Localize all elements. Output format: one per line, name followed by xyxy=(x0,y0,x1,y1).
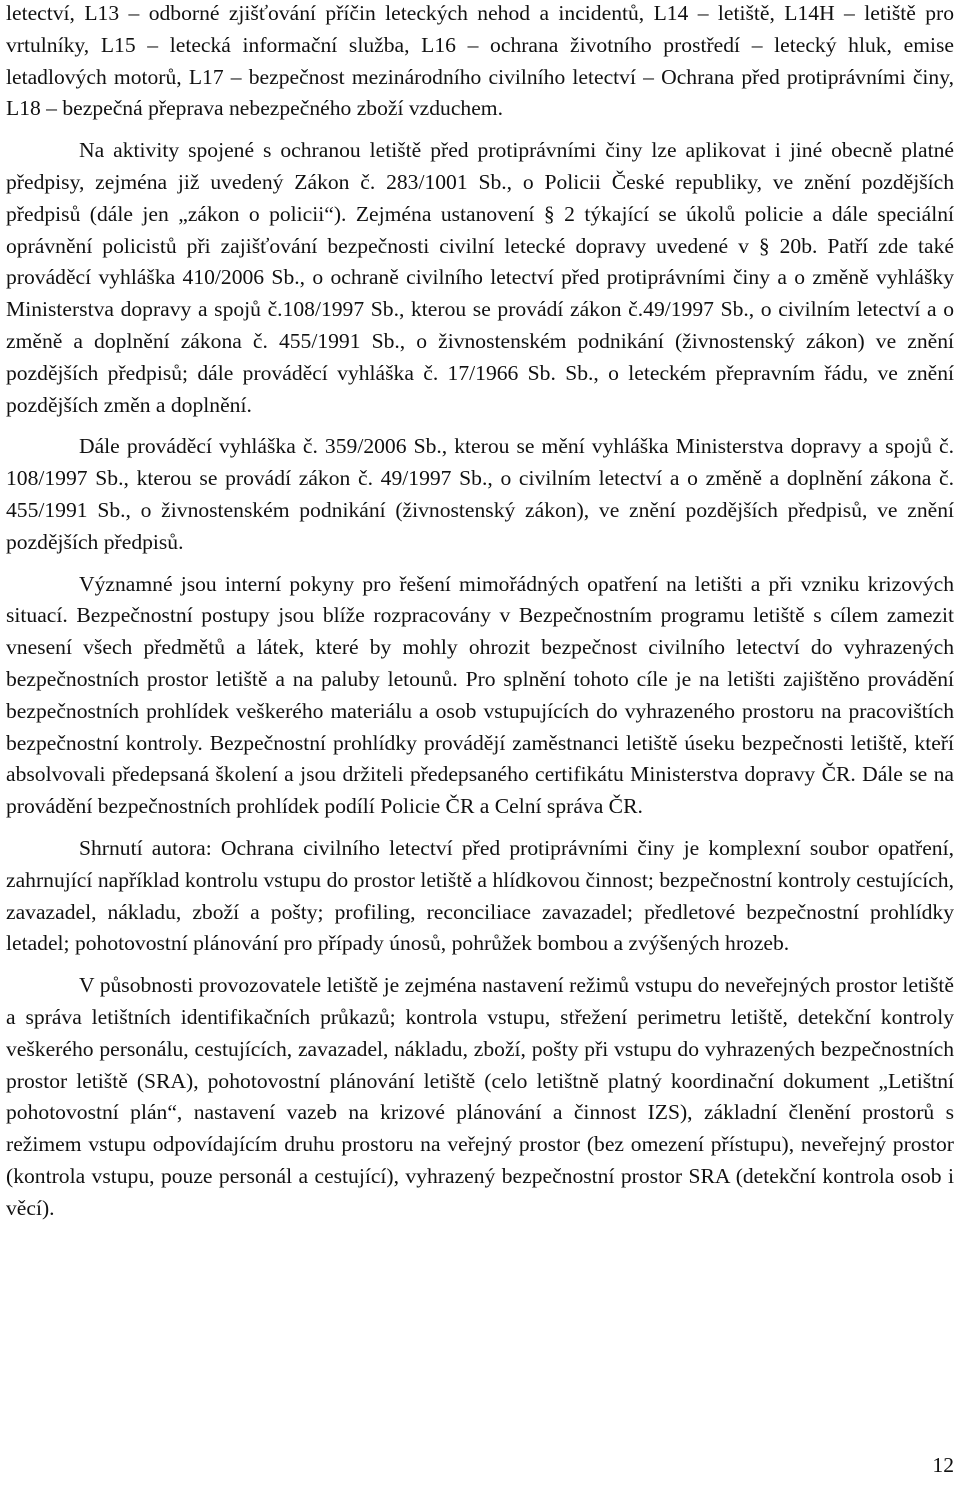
document-page xyxy=(6,0,954,1488)
paragraph-continuation: letectví, L13 – odborné zjišťování příčin leteckých nehod a incidentů, L14 – letiště, L14H – letiště pro vrtulníky, L15 – letecká informační služba, L16 – ochrana životního prostředí – letecký hluk, emise letadlových motorů, L17 – bezpečnost mezinárodního civilního letectví – Ochrana před protiprávními činy, L18 – bezpečná přeprava nebezpečného zboží vzduchem. xyxy=(6,1,954,121)
paragraph-internal-instructions: Významné jsou interní pokyny pro řešení mimořádných opatření na letišti a při vzniku krizových situací. Bezpečnostní postupy jsou blíže rozpracovány v Bezpečnostním programu letiště s cílem zamezit vnesení všech předmětů a látek, které by mohly ohrozit bezpečnost civilního letectví do vyhrazených bezpečnostních prostor letiště a na paluby letounů. Pro splnění tohoto cíle je na letišti zajištěno provádění bezpečnostních prohlídek veškerého materiálu a osob vstupujících do vyhrazeného prostoru na pracovištích bezpečnostní kontroly. Bezpečnostní prohlídky provádějí zaměstnanci letiště úseku bezpečnosti letiště, kteří absolvovali předepsaná školení a jsou držiteli předepsaného certifikátu Ministerstva dopravy ČR. Dále se na provádění bezpečnostních prohlídek podílí Policie ČR a Celní správa ČR. xyxy=(6,571,954,819)
paragraph-author-summary: Shrnutí autora: Ochrana civilního letectví před protiprávními činy je komplexní soubor opatření, zahrnující například kontrolu vstupu do prostor letiště a hlídkovou činnost; bezpečnostní kontroly cestujících, zavazadel, nákladu, zboží a pošty; profiling, reconciliace zavazadel; předletové bezpečnostní prohlídky letadel; pohotovostní plánování pro případy únosů, pohrůžek bombou a zvýšených hrozeb. xyxy=(6,835,954,956)
document-body xyxy=(6,0,954,1224)
paragraph-implementing-decree: Dále prováděcí vyhláška č. 359/2006 Sb., kterou se mění vyhláška Ministerstva dopravy a spojů č. 108/1997 Sb., kterou se provádí zákon č. 49/1997 Sb., o civilním letectví a o změně a doplnění zákona č. 455/1991 Sb., o živnostenském podnikání (živnostenský zákon), ve znění pozdějších předpisů, ve znění pozdějších předpisů. xyxy=(6,434,954,554)
paragraph-related-regulations: Na aktivity spojené s ochranou letiště před protiprávními činy lze aplikovat i jiné obecně platné předpisy, zejména již uvedený Zákon č. 283/1001 Sb., o Policii České republiky, ve znění pozdějších předpisů (dále jen „zákon o policii“). Zejména ustanovení § 2 týkající se úkolů policie a dále speciální oprávnění policistů při zajišťování bezpečnosti civilní letecké dopravy uvedené v § 20b. Patří zde také prováděcí vyhláška 410/2006 Sb., o ochraně civilního letectví před protiprávními činy a o změně vyhlášky Ministerstva dopravy a spojů č.108/1997 Sb., kterou se provádí zákon č.49/1997 Sb., o civilním letectví a o změně a doplnění zákona č. 455/1991 Sb., o živnostenském podnikání (živnostenský zákon) ve znění pozdějších předpisů; dále prováděcí vyhláška č. 17/1966 Sb. Sb., o leteckém přepravním řádu, ve znění pozdějších změn a doplnění. xyxy=(6,138,954,417)
paragraph-operator-responsibilities: V působnosti provozovatele letiště je zejména nastavení režimů vstupu do neveřejných prostor letiště a správa letištních identifikačních průkazů; kontrola vstupu, střežení perimetru letiště, detekční kontroly veškerého personálu, cestujících, zavazadel, nákladu, zboží, pošty při vstupu do vyhrazených bezpečnostních prostor letiště (SRA), pohotovostní plánování letiště (celo letištně platný koordinační dokument „Letištní pohotovostní plán“, nastavení vazeb na krizové plánování a činnost IZS), základní členění prostorů s režimem vstupu odpovídajícím druhu prostoru na veřejný prostor (bez omezení přístupu), neveřejný prostor (kontrola vstupu, pouze personál a cestující), vyhrazený bezpečnostní prostor SRA (detekční kontrola osob i věcí). xyxy=(6,973,954,1220)
page-number: 12 xyxy=(932,1453,954,1477)
